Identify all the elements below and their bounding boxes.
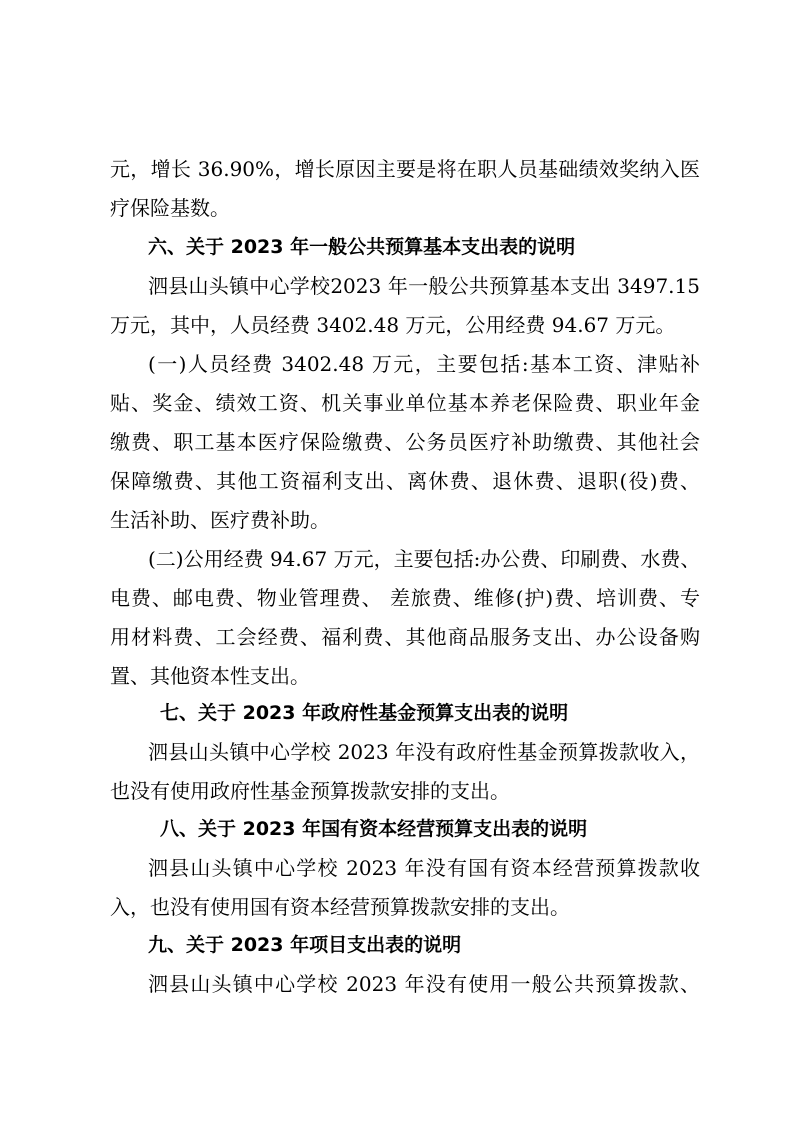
section-6-para2-line-1: (一)人员经费 3402.48 万元，主要包括:基本工资、津贴补	[148, 352, 700, 376]
section-6-para2-line-2: 贴、奖金、绩效工资、机关事业单位基本养老保险费、职业年金	[110, 391, 700, 415]
intro-line-2: 疗保险基数。	[110, 196, 230, 220]
section-9-para-line-1: 泗县山头镇中心学校 2023 年没有使用一般公共预算拨款、	[148, 972, 700, 996]
section-7-para-line-2: 也没有使用政府性基金预算拨款安排的支出。	[110, 779, 510, 803]
section-7-heading: 七、关于 2023 年政府性基金预算支出表的说明	[160, 702, 569, 724]
section-8-para-line-2: 入，也没有使用国有资本经营预算拨款安排的支出。	[110, 895, 570, 919]
section-8-para-line-1: 泗县山头镇中心学校 2023 年没有国有资本经营预算拨款收	[148, 856, 700, 880]
section-6-para1-line-2: 万元，其中，人员经费 3402.48 万元，公用经费 94.67 万元。	[110, 313, 676, 337]
section-8-heading: 八、关于 2023 年国有资本经营预算支出表的说明	[160, 818, 588, 840]
section-6-para2-line-3: 缴费、职工基本医疗保险缴费、公务员医疗补助缴费、其他社会	[110, 430, 700, 454]
section-6-para3-line-1: (二)公用经费 94.67 万元，主要包括:办公费、印刷费、水费、	[148, 547, 700, 571]
section-7-para-line-1: 泗县山头镇中心学校 2023 年没有政府性基金预算拨款收入，	[148, 740, 700, 764]
section-9-heading: 九、关于 2023 年项目支出表的说明	[148, 934, 462, 956]
section-6-para1-line-1: 泗县山头镇中心学校2023 年一般公共预算基本支出 3497.15	[148, 274, 700, 298]
section-6-para2-line-4: 保障缴费、其他工资福利支出、离休费、退休费、退职(役)费、	[110, 469, 700, 493]
section-6-para3-line-3: 用材料费、工会经费、福利费、其他商品服务支出、办公设备购	[110, 625, 700, 649]
intro-line-1: 元，增长 36.90%，增长原因主要是将在职人员基础绩效奖纳入医	[110, 157, 700, 181]
section-6-para2-line-5: 生活补助、医疗费补助。	[110, 508, 330, 532]
section-6-para3-line-2: 电费、邮电费、物业管理费、 差旅费、维修(护)费、培训费、专	[110, 586, 700, 610]
section-6-heading: 六、关于 2023 年一般公共预算基本支出表的说明	[148, 236, 576, 258]
section-6-para3-line-4: 置、其他资本性支出。	[110, 664, 310, 688]
